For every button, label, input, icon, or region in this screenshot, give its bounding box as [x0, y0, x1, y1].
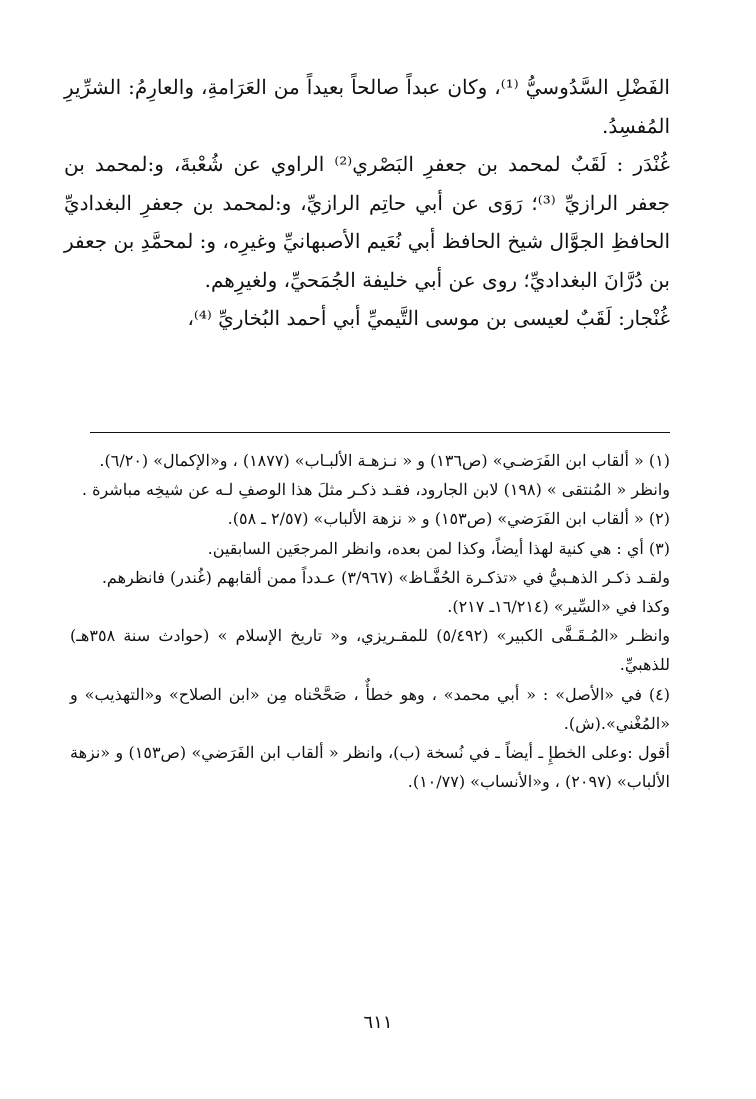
paragraph-sadusi: الفَضْلِ السَّدُوسيُّ ⁽¹⁾، وكان عبداً صالحاً بعيداً من العَرَامةِ، والعارِمُ: الشرِّيرِ المُفسِدُ. [64, 75, 670, 138]
paragraph-ghunjar: غُنْجار: لَقَبٌ لعيسى بن موسى التَّيميِّ أبي أحمد البُخاريِّ ⁽⁴⁾، [187, 306, 670, 330]
footnote-4: (٤) في «الأصل» : « أبي محمد» ، وهو خطأٌ ، صَحَّحْناه مِن «ابن الصلاح» و«التهذيب» و «المُغْني».(ش). [70, 684, 670, 733]
footnote-4-comment: أقول :وعلى الخطإِ ـ أيضاً ـ في نُسخة (ب)، وانظر « ألقاب ابن الفَرَضي» (ص١٥٣) و «نزهة الألباب» (٢٠٩٧) ، و«الأنساب» (١٠/٧٧). [70, 743, 670, 792]
footnote-3-siyar: وكذا في «السِّير» (١٦/٢١٤ـ ٢١٧). [447, 597, 670, 617]
footnote-divider [90, 432, 670, 433]
paragraph-ghundar: غُنْدَر : لَقَبٌ لمحمد بن جعفرِ البَصْري⁽²⁾ الراوي عن شُعْبةَ، و:لمحمد بن جعفر الرازيِّ ⁽³⁾؛ رَوَى عن أبي حاتِم الرازيِّ، و:لمحمد بن جعفرِ البغداديِّ الحافظِ الجوَّال شيخ الحافظ أبي نُعَيم الأصبهانيِّ وغيرِه، و: لمحمَّدِ بن جعفر بن دُرَّانَ البغداديِّ؛ روى عن أبي خليفة الجُمَحيِّ، ولغيرِهم. [64, 152, 670, 292]
footnote-1-continued: وانظر « المُنتقى » (١٩٨) لابن الجارود، فقـد ذكـر مثلَ هذا الوصفِ لـه عن شيخِه مباشرة . [81, 480, 670, 500]
page-number: ٦١١ [363, 1012, 393, 1033]
footnote-3-dhahabi: ولقـد ذكـر الذهـبيُّ في «تذكـرة الحُفَّـاظ» (٣/٩٦٧) عـدداً ممن ألقابهم (غُندر) فانظرهم. [101, 567, 670, 587]
footnote-2: (٢) « ألقاب ابن الفَرَضي» (ص١٥٣) و « نزهة الألباب» (٢/٥٧ ـ ٥٨). [227, 509, 670, 529]
footnotes [70, 446, 670, 796]
footnote-3-muqaffa: وانظـر «المُـقَـفَّى الكبير» (٥/٤٩٢) للمقـريزي، و« تاريخ الإسلام » (حوادث سنة ٣٥٨هـ) للذهبيِّ. [70, 626, 671, 675]
footnote-1: (١) « ألقاب ابن الفَرَضـي» (ص١٣٦) و « نـزهـة الألبـاب» (١٨٧٧) ، و«الإكمال» (٦/٢٠). [99, 451, 670, 470]
main-text [64, 68, 670, 338]
footnote-3: (٣) أي : هي كنية لهذا أيضاً، وكذا لمن بعده، وانظر المرجعَين السابقين. [207, 538, 670, 558]
